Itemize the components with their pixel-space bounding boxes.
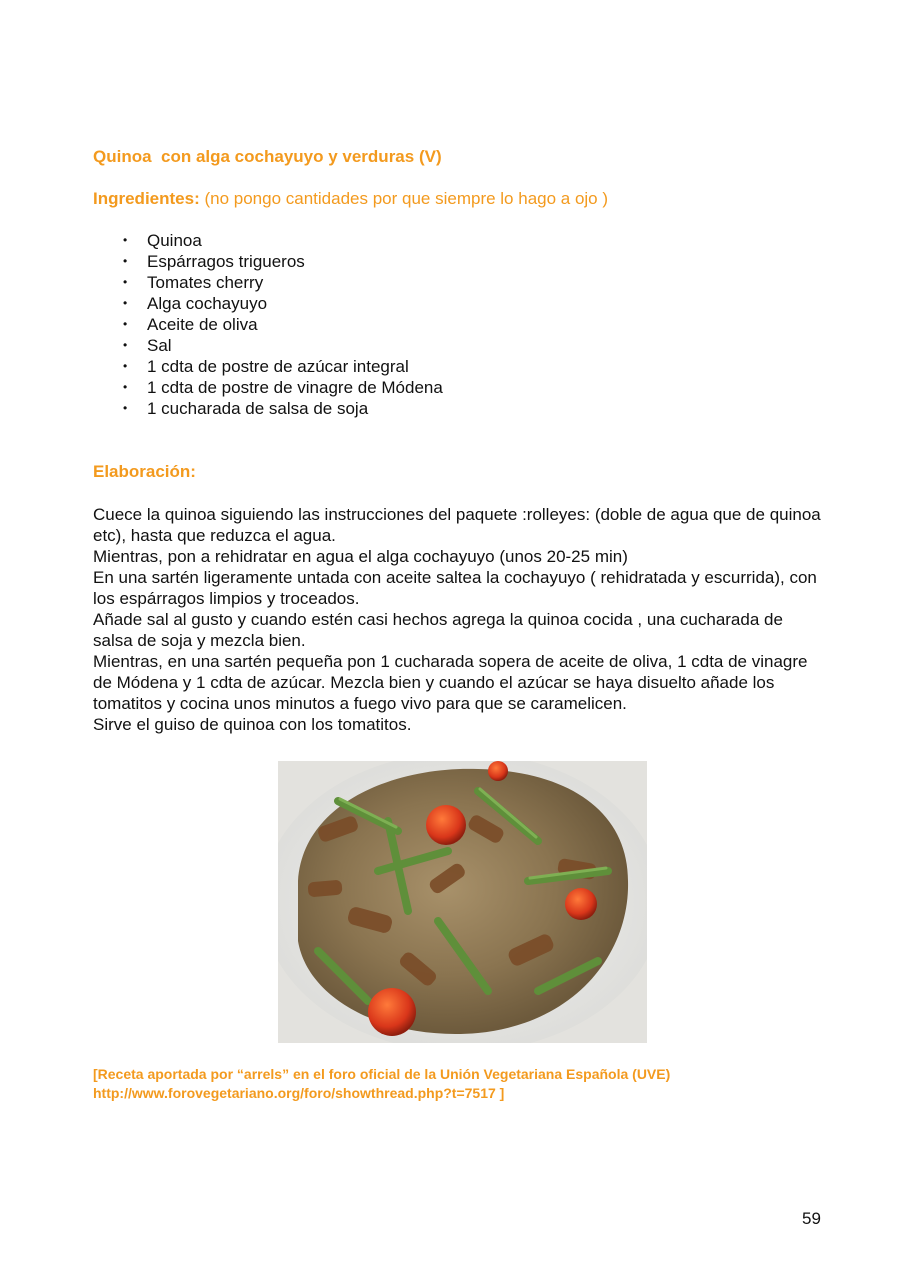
- list-item: [93, 335, 443, 356]
- elaboration-step: Mientras, en una sartén pequeña pon 1 cucharada sopera de aceite de oliva, 1 cdta de vinagre de Módena y 1 cdta de azúcar. Mezcla bien y cuando el azúcar se haya disuelto añade los tomatitos y cocina unos minutos a fuego vivo para que se caramelicen.: [93, 652, 808, 713]
- ingredients-header: [93, 189, 608, 209]
- recipe-credit: [93, 1065, 670, 1103]
- credit-line: [Receta aportada por “arrels” en el foro oficial de la Unión Vegetariana Española (UVE): [93, 1066, 671, 1082]
- list-item: [93, 398, 443, 419]
- elaboration-step: Cuece la quinoa siguiendo las instrucciones del paquete :rolleyes: (doble de agua que de quinoa etc), hasta que reduzca el agua.: [93, 505, 821, 545]
- elaboration-text: [93, 504, 823, 735]
- ingredient-text: Sal: [147, 336, 172, 355]
- ingredients-label: Ingredientes:: [93, 189, 200, 208]
- bullet-icon: •: [123, 359, 128, 373]
- ingredient-text: Alga cochayuyo: [147, 294, 268, 313]
- list-item: [93, 356, 443, 377]
- elaboration-step: Mientras, pon a rehidratar en agua el alga cochayuyo (unos 20-25 min): [93, 547, 628, 566]
- credit-link[interactable]: http://www.forovegetariano.org/foro/showthread.php?t=7517 ]: [93, 1085, 505, 1101]
- bullet-icon: •: [123, 380, 128, 394]
- ingredient-text: 1 cdta de postre de vinagre de Módena: [147, 378, 443, 397]
- ingredients-note: (no pongo cantidades por que siempre lo hago a ojo ): [199, 189, 609, 208]
- bullet-icon: •: [123, 317, 128, 331]
- bullet-icon: •: [123, 401, 128, 415]
- bullet-icon: •: [123, 275, 128, 289]
- bullet-icon: •: [123, 338, 128, 352]
- list-item: [93, 377, 443, 398]
- list-item: [93, 272, 443, 293]
- list-item: [93, 314, 443, 335]
- ingredient-text: Quinoa: [147, 231, 202, 250]
- ingredients-list: [93, 230, 443, 419]
- bullet-icon: •: [123, 296, 128, 310]
- ingredient-text: Tomates cherry: [147, 273, 264, 292]
- ingredient-text: 1 cdta de postre de azúcar integral: [147, 357, 409, 376]
- ingredient-text: 1 cucharada de salsa de soja: [147, 399, 369, 418]
- elaboration-step: Sirve el guiso de quinoa con los tomatitos.: [93, 715, 412, 734]
- elaboration-heading: Elaboración:: [93, 462, 196, 481]
- elaboration-step: Añade sal al gusto y cuando estén casi hechos agrega la quinoa cocida , una cucharada de salsa de soja y mezcla bien.: [93, 610, 783, 650]
- bullet-icon: •: [123, 254, 128, 268]
- list-item: [93, 230, 443, 251]
- ingredient-text: Espárragos trigueros: [147, 252, 305, 271]
- bullet-icon: •: [123, 233, 128, 247]
- elaboration-step: En una sartén ligeramente untada con aceite saltea la cochayuyo ( rehidratada y escurrida), con los espárragos limpios y troceados.: [93, 568, 817, 608]
- list-item: [93, 293, 443, 314]
- recipe-title: Quinoa con alga cochayuyo y verduras (V): [93, 147, 442, 166]
- list-item: [93, 251, 443, 272]
- ingredient-text: Aceite de oliva: [147, 315, 258, 334]
- page-number: 59: [802, 1209, 821, 1228]
- dish-photo: [278, 761, 647, 1043]
